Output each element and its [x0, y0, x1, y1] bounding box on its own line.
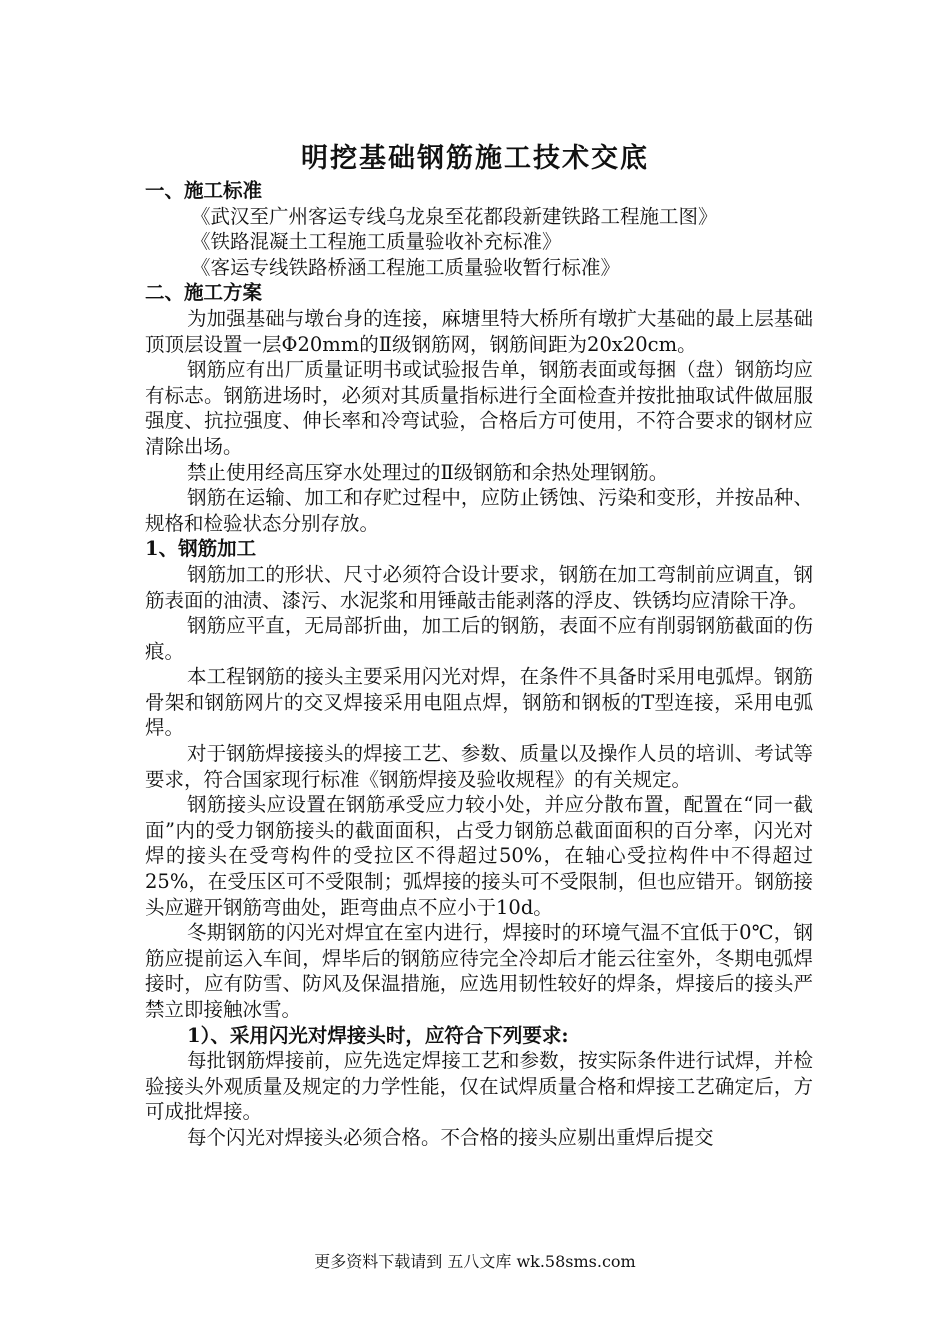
section-heading-plan: 二、施工方案	[145, 281, 263, 305]
paragraph: 禁止使用经高压穿水处理过的Ⅱ级钢筋和余热处理钢筋。	[187, 460, 669, 484]
document-title: 明挖基础钢筋施工技术交底	[301, 143, 649, 174]
paragraph: 冬期钢筋的闪光对焊宜在室内进行，焊接时的环境气温不宜低于0℃，钢筋应提前运入车间，焊毕后的钢筋应待完全冷却后才能云往室外，冬期电弧焊接时，应有防雪、防风及保温措施，应选用韧性较好的焊条，焊接后的接头严禁立即接触冰雪。	[145, 921, 813, 1021]
paragraph: 为加强基础与墩台身的连接，麻塘里特大桥所有墩扩大基础的最上层基础顶顶层设置一层Φ20mm的Ⅱ级钢筋网，钢筋间距为20x20cm。	[145, 306, 813, 356]
section-heading-processing: 1、钢筋加工	[145, 537, 257, 561]
subsection-heading-flash-welding: 1）、采用闪光对焊接头时，应符合下列要求:	[187, 1023, 569, 1047]
standard-item: 《铁路混凝土工程施工质量验收补充标准》	[191, 230, 562, 254]
section-heading-standards: 一、施工标准	[145, 179, 263, 202]
paragraph: 每批钢筋焊接前，应先选定焊接工艺和参数，按实际条件进行试焊，并检验接头外观质量及规定的力学性能，仅在试焊质量合格和焊接工艺确定后，方可成批焊接。	[145, 1049, 813, 1124]
standard-item: 《客运专线铁路桥涵工程施工质量验收暂行标准》	[191, 255, 621, 279]
footer-download-link[interactable]: 更多资料下载请到 五八文库 wk.58sms.com	[314, 1252, 636, 1271]
paragraph: 钢筋加工的形状、尺寸必须符合设计要求，钢筋在加工弯制前应调直，钢筋表面的油渍、漆污、水泥浆和用锤敲击能剥落的浮皮、铁锈均应清除干净。	[145, 562, 813, 612]
paragraph: 每个闪光对焊接头必须合格。不合格的接头应剔出重焊后提交	[187, 1125, 714, 1149]
standard-item: 《武汉至广州客运专线乌龙泉至花都段新建铁路工程施工图》	[191, 204, 718, 228]
document-body	[145, 178, 813, 1151]
paragraph: 钢筋应平直，无局部折曲，加工后的钢筋，表面不应有削弱钢筋截面的伤痕。	[145, 614, 813, 663]
paragraph: 对于钢筋焊接接头的焊接工艺、参数、质量以及操作人员的培训、考试等要求，符合国家现行标准《钢筋焊接及验收规程》的有关规定。	[145, 742, 813, 791]
paragraph: 钢筋应有出厂质量证明书或试验报告单，钢筋表面或每捆（盘）钢筋均应有标志。钢筋进场时，必须对其质量指标进行全面检查并按批抽取试件做屈服强度、抗拉强度、伸长率和冷弯试验，合格后方可使用，不符合要求的钢材应清除出场。	[145, 358, 813, 458]
paragraph: 钢筋在运输、加工和存贮过程中，应防止锈蚀、污染和变形，并按品种、规格和检验状态分别存放。	[145, 486, 813, 535]
paragraph: 钢筋接头应设置在钢筋承受应力较小处，并应分散布置，配置在“同一截面”内的受力钢筋接头的截面面积，占受力钢筋总截面面积的百分率，闪光对焊的接头在受弯构件的受拉区不得超过50%，在轴心受拉构件中不得超过25%，在受压区可不受限制；弧焊接的接头可不受限制，但也应错开。钢筋接头应避开钢筋弯曲处，距弯曲点不应小于10d。	[145, 793, 813, 919]
paragraph: 本工程钢筋的接头主要采用闪光对焊，在条件不具备时采用电弧焊。钢筋骨架和钢筋网片的交叉焊接采用电阻点焊，钢筋和钢板的T型连接，采用电弧焊。	[145, 665, 813, 740]
